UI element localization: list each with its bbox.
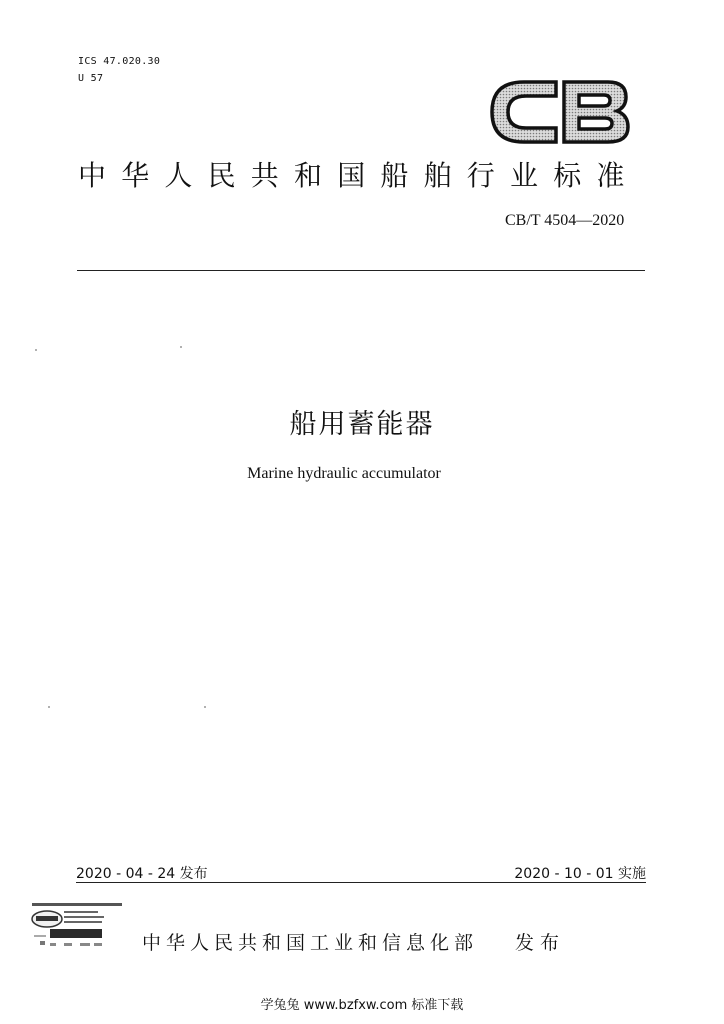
scan-speck [35,349,37,351]
standard-type-title: 中华人民共和国船舶行业标准 [78,159,640,192]
document-title-en: Marine hydraulic accumulator [247,465,441,482]
publisher-stamp [30,897,125,957]
implementation-date: 2020 - 10 - 01 实施 [514,866,646,882]
ics-code: ICS 47.020.30 [78,56,161,67]
standard-number: CB/T 4504—2020 [505,212,625,229]
ccs-code: U 57 [78,73,104,84]
scan-speck [204,706,206,708]
bottom-divider [76,882,646,883]
document-title-zh: 船用蓄能器 [289,409,435,440]
publish-action: 发布 [515,932,566,954]
publisher-name: 中华人民共和国工业和信息化部 [142,932,479,954]
scan-speck [48,706,50,708]
issue-date: 2020 - 04 - 24 发布 [76,866,208,882]
scan-speck [180,346,182,348]
cb-logo [484,72,634,152]
top-divider [77,270,645,271]
download-source-footer: 学兔兔 www.bzfxw.com 标准下载 [260,998,464,1013]
